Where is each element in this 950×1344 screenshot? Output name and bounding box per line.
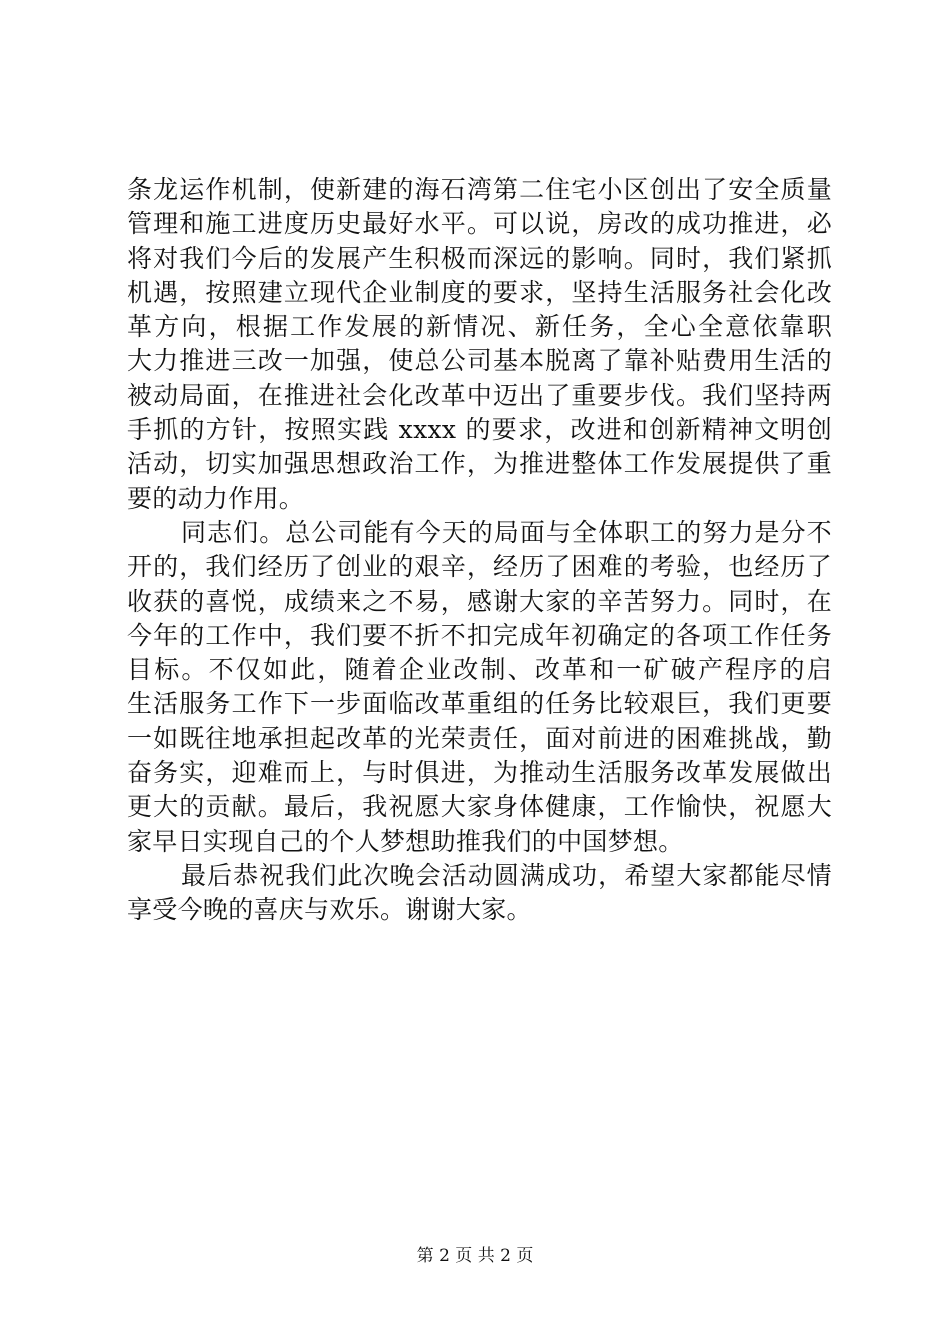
text-line: 享受今晚的喜庆与欢乐。谢谢大家。 <box>127 895 532 925</box>
text-line: 生活服务工作下一步面临改革重组的任务比较艰巨，我们更要 <box>127 689 832 719</box>
paragraph-start-line: 同志们。总公司能有今天的局面与全体职工的努力是分不 <box>181 517 832 547</box>
text-line: 一如既往地承担起改革的光荣责任，面对前进的困难挑战，勤 <box>127 723 832 753</box>
text-line: 要的动力作用。 <box>127 483 305 513</box>
text-line: 条龙运作机制，使新建的海石湾第二住宅小区创出了安全质量 <box>127 175 832 204</box>
text-line: 大力推进三改一加强，使总公司基本脱离了靠补贴费用生活的 <box>127 346 832 376</box>
text-line: 奋务实，迎难而上，与时俱进，为推动生活服务改革发展做出 <box>127 758 832 788</box>
text-line: 将对我们今后的发展产生积极而深远的影响。同时，我们紧抓 <box>127 243 832 273</box>
text-line: 今年的工作中，我们要不折不扣完成年初确定的各项工作任务 <box>127 620 832 650</box>
text-line: 收获的喜悦，成绩来之不易，感谢大家的辛苦努力。同时，在 <box>127 586 832 616</box>
text-line: 机遇，按照建立现代企业制度的要求，坚持生活服务社会化改 <box>127 277 832 307</box>
text-line: 被动局面，在推进社会化改革中迈出了重要步伐。我们坚持两 <box>127 380 832 410</box>
text-line: 管理和施工进度历史最好水平。可以说，房改的成功推进，必 <box>127 209 832 239</box>
text-line: 目标。不仅如此，随着企业改制、改革和一矿破产程序的启 <box>127 655 832 685</box>
text-line: 家早日实现自己的个人梦想助推我们的中国梦想。 <box>127 826 684 856</box>
text-line: 手抓的方针，按照实践 xxxx 的要求，改进和创新精神文明创 <box>127 415 832 445</box>
page-number-footer: 第 2 页 共 2 页 <box>416 1246 534 1266</box>
body-text <box>127 173 832 928</box>
paragraph-start-line: 最后恭祝我们此次晚会活动圆满成功，希望大家都能尽情 <box>181 860 832 890</box>
text-line: 活动，切实加强思想政治工作，为推进整体工作发展提供了重 <box>127 449 832 479</box>
text-line: 革方向，根据工作发展的新情况、新任务，全心全意依靠职 <box>127 312 832 342</box>
text-line: 开的，我们经历了创业的艰辛，经历了困难的考验，也经历了 <box>127 552 832 582</box>
text-line: 更大的贡献。最后，我祝愿大家身体健康，工作愉快，祝愿大 <box>127 792 832 822</box>
